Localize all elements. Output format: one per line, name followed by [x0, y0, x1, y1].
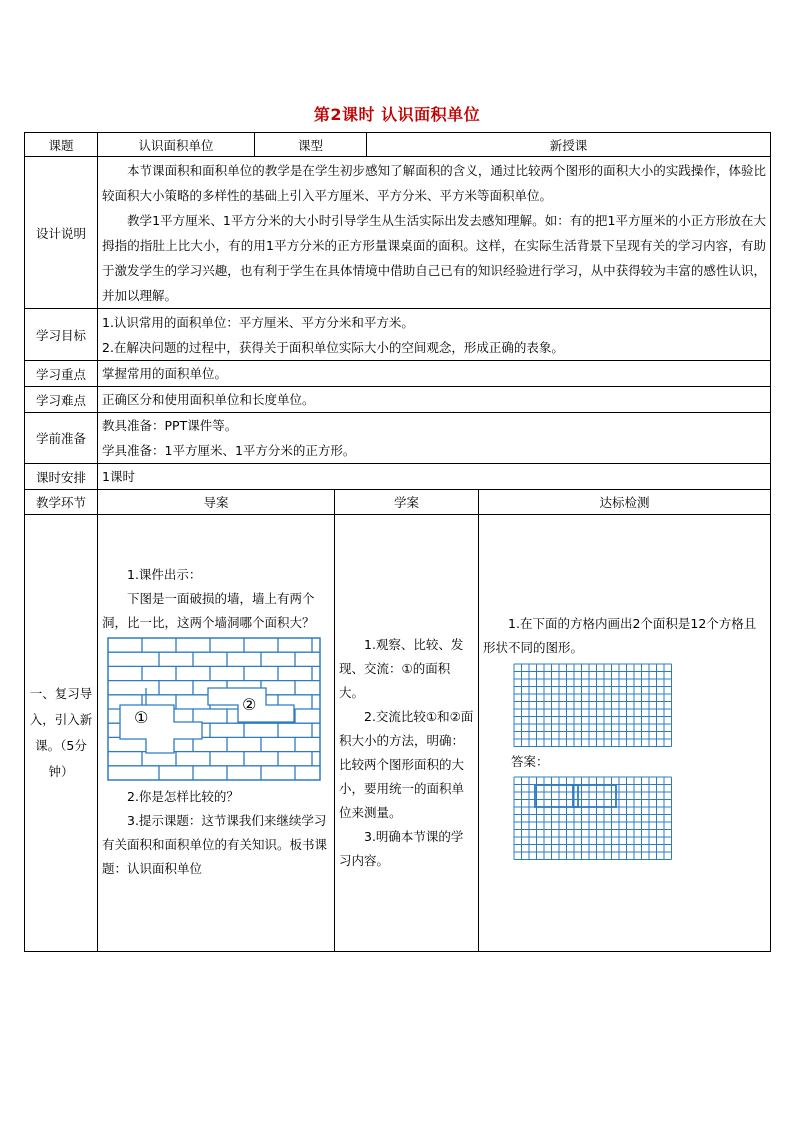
difficulty-label: 学习难点 — [25, 387, 98, 413]
design-label: 设计说明 — [25, 157, 98, 309]
keti-label: 课题 — [25, 133, 98, 157]
goals-row — [25, 309, 771, 361]
prep-item: 学具准备：1平方厘米、1平方分米的正方形。 — [102, 443, 356, 458]
check-question: 1.在下面的方格内画出2个面积是12个方格且形状不同的图形。 — [483, 616, 757, 655]
goal-item: 2.在解决问题的过程中，获得关于面积单位实际大小的空间观念，形成正确的表象。 — [102, 339, 564, 355]
answer-grid — [512, 774, 682, 862]
prep-content — [98, 413, 771, 464]
difficulty-value: 正确区分和使用面积单位和长度单位。 — [102, 392, 315, 407]
guide-p3: 2.你是怎样比较的？ — [127, 789, 239, 804]
brick-wall-figure — [98, 635, 328, 785]
design-para-1: 本节课面积和面积单位的教学是在学生初步感知了解面积的含义，通过比较两个图形的面积大小的实践操作，体验比较面积大小策略的多样性的基础上引入平方厘米、平方分米、平方米等面积单位。 — [102, 162, 767, 203]
goal-item: 1.认识常用的面积单位：平方厘米、平方分米和平方米。 — [102, 314, 414, 330]
prep-row — [25, 413, 771, 464]
key-row — [25, 361, 771, 387]
kexing-label: 课型 — [255, 133, 367, 157]
schedule-content — [98, 464, 771, 490]
schedule-row — [25, 464, 771, 490]
key-value: 掌握常用的面积单位。 — [102, 366, 228, 381]
guide-cell — [98, 515, 335, 952]
key-label: 学习重点 — [25, 361, 98, 387]
prep-item: 教具准备：PPT课件等。 — [102, 418, 238, 433]
col-header-study: 学案 — [335, 490, 479, 515]
col-header-check: 达标检测 — [479, 490, 771, 515]
goals-label: 学习目标 — [25, 309, 98, 361]
keti-value: 认识面积单位 — [98, 133, 255, 157]
guide-p1: 1.课件出示： — [127, 567, 202, 582]
difficulty-row — [25, 387, 771, 413]
col-header-stage: 教学环节 — [25, 490, 98, 515]
col-header-guide: 导案 — [98, 490, 335, 515]
schedule-value: 1课时 — [102, 469, 135, 484]
check-cell — [479, 515, 771, 952]
study-cell — [335, 515, 479, 952]
goals-content — [98, 309, 771, 361]
blank-grid — [512, 662, 682, 748]
kexing-value: 新授课 — [367, 133, 771, 157]
lesson-plan-table — [24, 132, 771, 952]
page-title: 第2课时 认识面积单位 — [313, 105, 481, 124]
design-para-2: 教学1平方厘米、1平方分米的大小时引导学生从生活实际出发去感知理解。如：有的把1平方厘米的小正方形放在大拇指的指肚上比大小，有的用1平方分米的正方形量课桌面的面积。这样，在实际生活背景下呈现有关的学习内容，有助于激发学生的学习兴趣，也有利于学生在具体情境中借助自己已有的知识经验进行学习，从中获得较为丰富的感性认识，并加以理解。 — [102, 212, 767, 303]
schedule-label: 课时安排 — [25, 464, 98, 490]
hole-1-label: ① — [134, 708, 149, 727]
guide-p2: 下图是一面破损的墙，墙上有两个洞，比一比，这两个墙洞哪个面积大？ — [102, 591, 315, 630]
header-row — [25, 133, 771, 157]
study-item: 3.明确本节课的学习内容。 — [339, 829, 464, 868]
study-item: 1.观察、比较、发现、交流：①的面积大。 — [339, 637, 464, 700]
design-content — [98, 157, 771, 309]
study-item: 2.交流比较①和②面积大小的方法，明确：比较两个图形面积的大小，要用统一的面积单位来测量。 — [339, 709, 474, 820]
column-header-row — [25, 490, 771, 515]
design-row — [25, 157, 771, 309]
guide-p4: 3.提示课题：这节课我们来继续学习有关面积和面积单位的有关知识。板书课题：认识面积单位 — [102, 813, 328, 876]
prep-label: 学前准备 — [25, 413, 98, 464]
difficulty-content — [98, 387, 771, 413]
stage-row — [25, 515, 771, 952]
hole-2-label: ② — [242, 695, 257, 714]
key-content — [98, 361, 771, 387]
answer-label: 答案： — [511, 754, 549, 769]
stage-name: 一、复习导入，引入新课。（5分钟） — [25, 515, 98, 952]
